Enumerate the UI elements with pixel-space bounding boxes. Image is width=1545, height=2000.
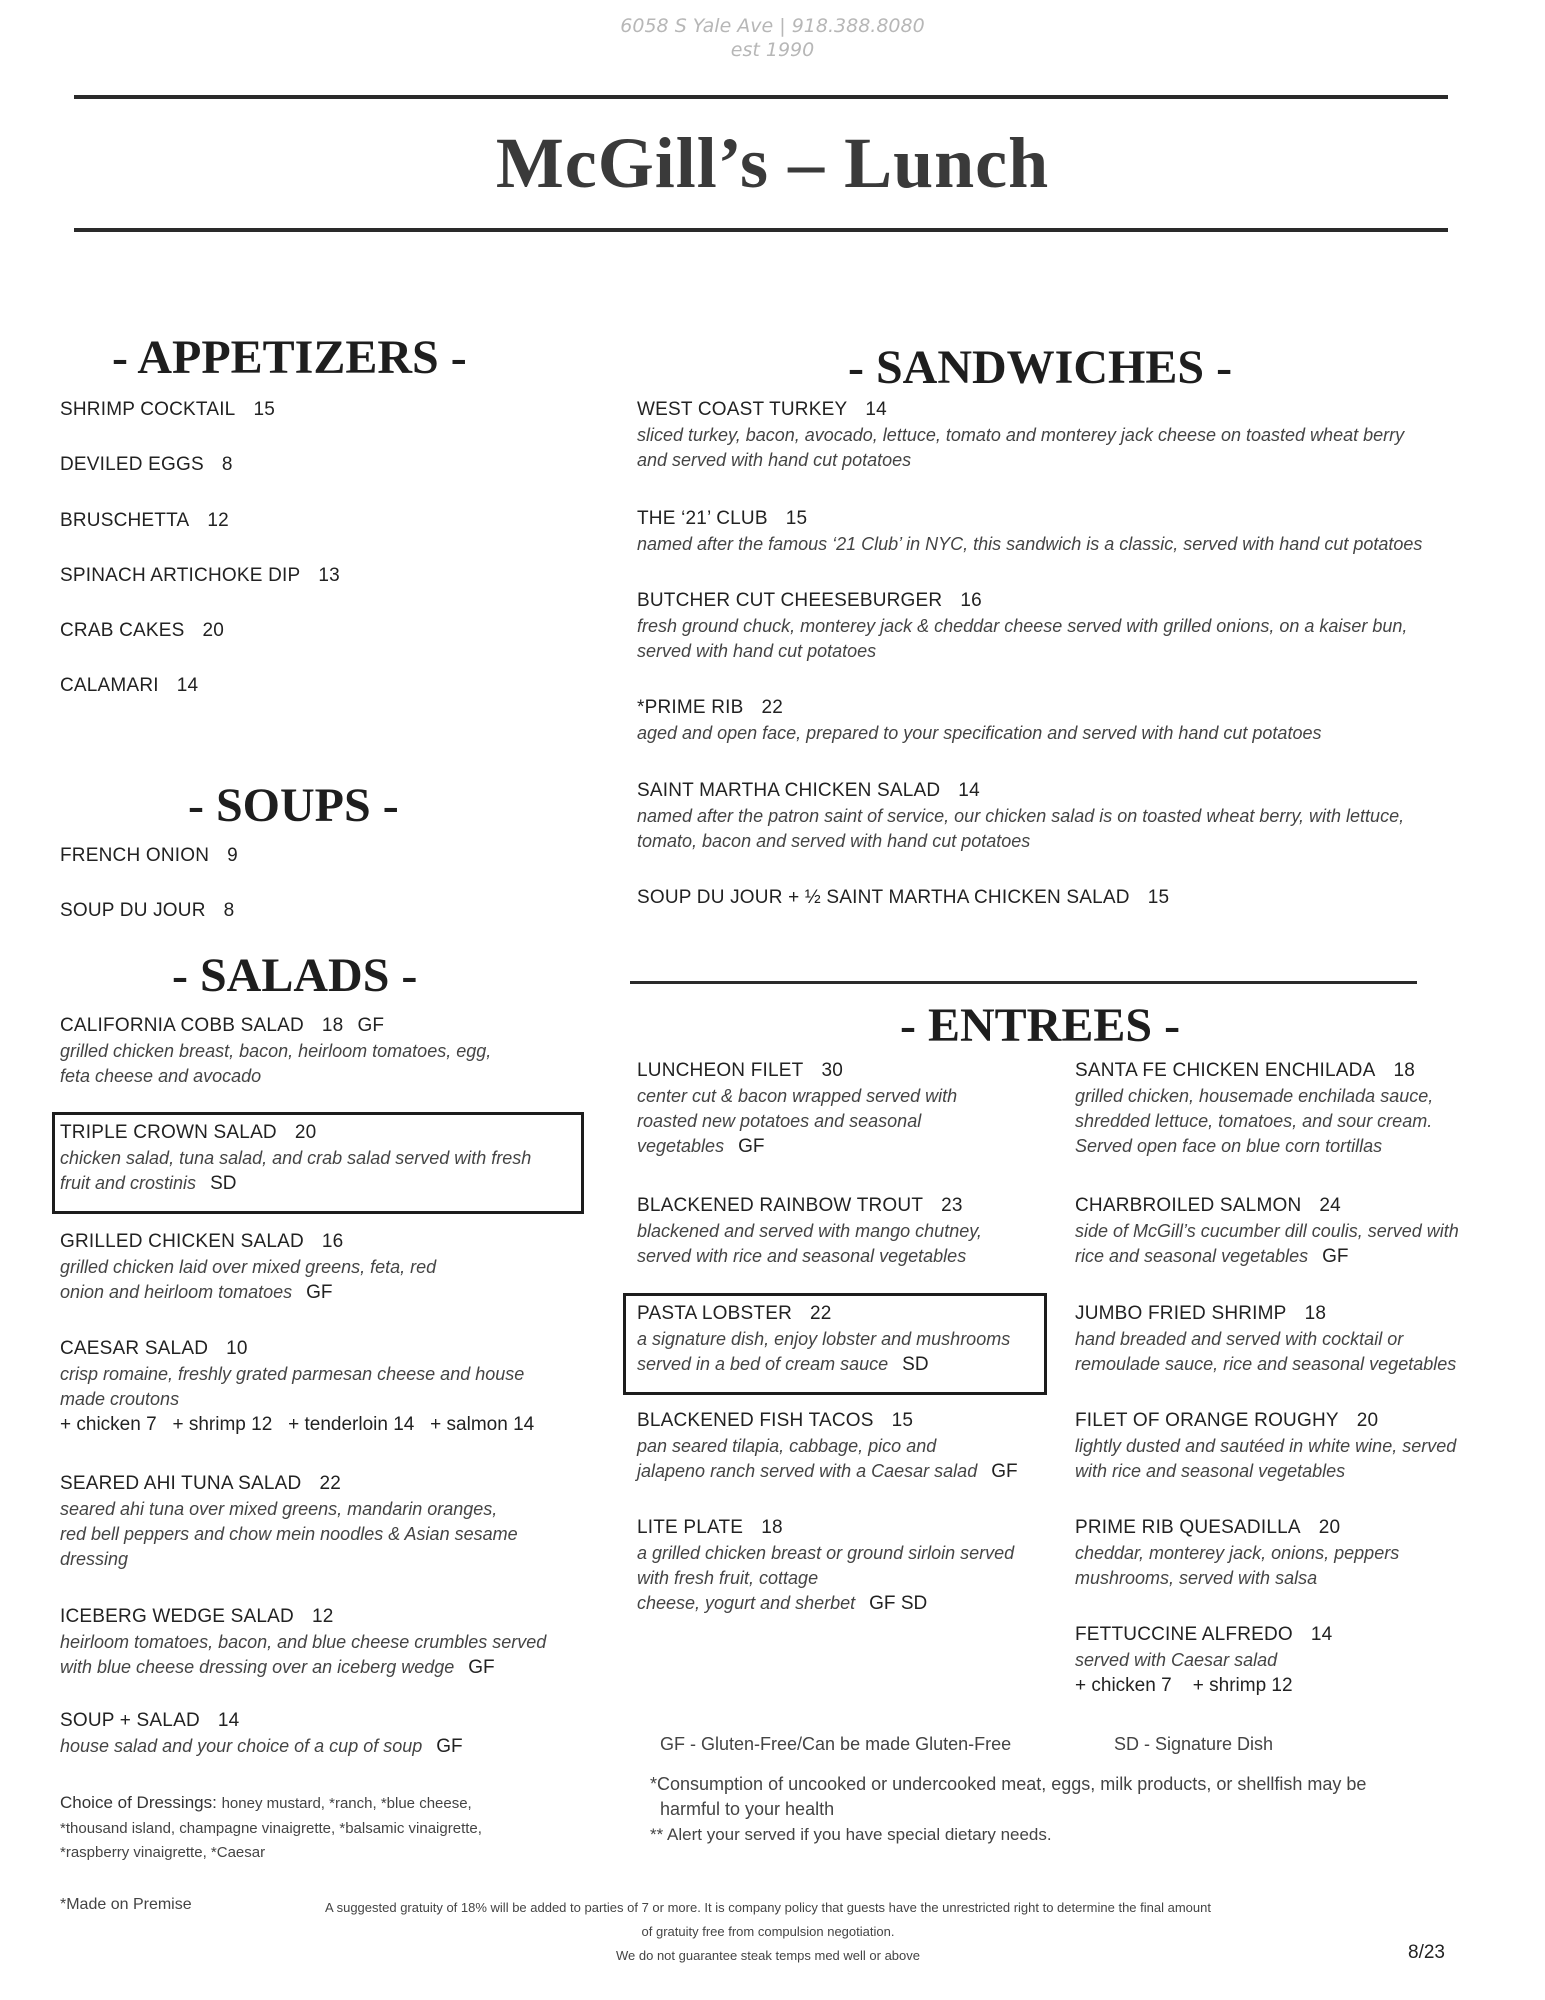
- menu-item: [60, 397, 275, 423]
- item-description: [60, 1497, 518, 1522]
- item-price: 24: [1319, 1195, 1341, 1216]
- item-description: [60, 1255, 436, 1280]
- item-name: TRIPLE CROWN SALAD: [60, 1122, 277, 1143]
- item-name: SANTA FE CHICKEN ENCHILADA: [1075, 1060, 1376, 1081]
- item-name: SOUP + SALAD: [60, 1710, 200, 1731]
- menu-item: [60, 1708, 463, 1759]
- description-text: blackened and served with mango chutney,: [637, 1221, 982, 1241]
- item-title: [60, 843, 238, 869]
- item-description: [60, 1039, 491, 1064]
- item-title: [60, 1229, 436, 1255]
- item-description: [637, 1084, 957, 1109]
- item-name: ICEBERG WEDGE SALAD: [60, 1606, 294, 1627]
- menu-item: [60, 1013, 491, 1089]
- menu-item: [60, 508, 229, 534]
- menu-item: [1075, 1301, 1456, 1377]
- item-title: [60, 898, 234, 924]
- item-tag: GF SD: [869, 1593, 928, 1614]
- item-title: [637, 397, 1404, 423]
- item-name: FRENCH ONION: [60, 845, 210, 866]
- menu-item: [60, 1604, 546, 1680]
- menu-item: [637, 778, 1404, 854]
- item-description: [1075, 1327, 1456, 1352]
- item-description: [60, 1522, 518, 1547]
- item-description: [60, 1280, 436, 1305]
- menu-item: [60, 618, 224, 644]
- soups-heading: - SOUPS -: [188, 779, 399, 832]
- menu-item: [637, 1193, 982, 1269]
- description-text: served with rice and seasonal vegetables: [637, 1246, 967, 1266]
- description-text: made croutons: [60, 1389, 180, 1409]
- item-name: GRILLED CHICKEN SALAD: [60, 1231, 304, 1252]
- description-text: cheese, yogurt and sherbet: [637, 1593, 856, 1613]
- item-description: [60, 1547, 518, 1572]
- item-description: [60, 1734, 463, 1759]
- item-name: THE ‘21’ CLUB: [637, 508, 768, 529]
- item-tag: GF: [306, 1282, 333, 1303]
- dressings-line-3: *raspberry vinaigrette, *Caesar: [60, 1844, 266, 1861]
- item-name: BRUSCHETTA: [60, 510, 190, 531]
- menu-item: [60, 898, 234, 924]
- description-text: a signature dish, enjoy lobster and mushrooms: [637, 1329, 1011, 1349]
- page-title: McGill’s – Lunch: [495, 123, 1050, 203]
- item-price: 15: [891, 1410, 914, 1431]
- item-price: 16: [321, 1231, 344, 1252]
- description-text: grilled chicken laid over mixed greens, feta, red: [60, 1257, 437, 1277]
- item-name: FILET OF ORANGE ROUGHY: [1075, 1410, 1339, 1431]
- item-price: 16: [960, 590, 982, 611]
- item-description: [637, 829, 1404, 854]
- item-price: 8: [221, 454, 233, 475]
- item-name: BLACKENED FISH TACOS: [637, 1410, 874, 1431]
- item-price: 14: [958, 780, 980, 801]
- description-text: seared ahi tuna over mixed greens, mandarin oranges,: [60, 1499, 498, 1519]
- item-price: 15: [1147, 887, 1170, 908]
- item-description: [1075, 1084, 1433, 1109]
- item-description: [1075, 1459, 1456, 1484]
- item-title: [60, 673, 198, 699]
- item-name: PRIME RIB QUESADILLA: [1075, 1517, 1301, 1538]
- menu-item: [60, 1336, 534, 1438]
- item-title: [60, 618, 224, 644]
- description-text: with rice and seasonal vegetables: [1075, 1461, 1346, 1481]
- item-price: 20: [294, 1122, 317, 1143]
- item-title: [60, 1013, 491, 1039]
- menu-item: [60, 563, 340, 589]
- item-description: [637, 1566, 1014, 1591]
- item-title: [60, 1708, 463, 1734]
- entrees-rule: [630, 981, 1417, 984]
- item-price: 18: [761, 1517, 783, 1538]
- menu-item: [60, 1471, 518, 1572]
- item-description: [637, 1352, 1010, 1377]
- item-title: [1075, 1622, 1332, 1648]
- item-description: [637, 1219, 982, 1244]
- item-title: [1075, 1408, 1456, 1434]
- item-title: [637, 1058, 957, 1084]
- header-rule-top: [74, 95, 1448, 99]
- menu-item: [637, 506, 1422, 557]
- item-price: 14: [217, 1710, 240, 1731]
- item-description: [637, 448, 1404, 473]
- description-text: cheddar, monterey jack, onions, peppers: [1075, 1543, 1400, 1563]
- menu-item: [60, 1120, 531, 1196]
- item-price: 10: [226, 1338, 248, 1359]
- item-price: 15: [253, 399, 275, 420]
- description-text: heirloom tomatoes, bacon, and blue cheese crumbles served: [60, 1632, 547, 1652]
- sandwiches-heading: - SANDWICHES -: [848, 341, 1233, 394]
- item-description: [1075, 1648, 1332, 1673]
- item-description: [1075, 1566, 1399, 1591]
- item-description: [637, 1134, 957, 1159]
- description-text: with blue cheese dressing over an iceberg wedge: [60, 1657, 455, 1677]
- item-description: [637, 614, 1407, 639]
- description-text: red bell peppers and chow mein noodles & Asian sesame: [60, 1524, 518, 1544]
- item-description: [1075, 1219, 1459, 1244]
- item-title: [637, 1301, 1010, 1327]
- item-title: [1075, 1058, 1433, 1084]
- item-price: 22: [810, 1303, 832, 1324]
- item-name: SOUP DU JOUR: [60, 900, 206, 921]
- item-tag: GF: [357, 1015, 385, 1036]
- item-description: [637, 1434, 1018, 1459]
- gratuity-line-3: We do not guarantee steak temps med well or above: [616, 1948, 920, 1963]
- menu-item: [60, 673, 198, 699]
- established: est 1990: [730, 39, 815, 61]
- item-addons: + chicken 7 + shrimp 12: [1075, 1675, 1293, 1696]
- description-text: fruit and crostinis: [60, 1173, 197, 1193]
- description-text: and served with hand cut potatoes: [637, 450, 912, 470]
- item-name: BUTCHER CUT CHEESEBURGER: [637, 590, 943, 611]
- description-text: tomato, bacon and served with hand cut potatoes: [637, 831, 1031, 851]
- item-title: [60, 1471, 518, 1497]
- item-description: [637, 423, 1404, 448]
- item-price: 22: [761, 697, 784, 718]
- menu-item: [637, 1301, 1010, 1377]
- item-tag: GF: [468, 1657, 495, 1678]
- gratuity-line-2: of gratuity free from compulsion negotiation.: [641, 1924, 895, 1939]
- description-text: served in a bed of cream sauce: [637, 1354, 889, 1374]
- description-text: hand breaded and served with cocktail or: [1075, 1329, 1404, 1349]
- item-name: SAINT MARTHA CHICKEN SALAD: [637, 780, 941, 801]
- item-description: [637, 532, 1422, 557]
- item-price: 12: [311, 1606, 334, 1627]
- item-title: [1075, 1301, 1456, 1327]
- item-title: [60, 1604, 546, 1630]
- description-text: grilled chicken, housemade enchilada sauce,: [1075, 1086, 1434, 1106]
- description-text: pan seared tilapia, cabbage, pico and: [637, 1436, 937, 1456]
- item-price: 14: [1310, 1624, 1333, 1645]
- description-text: center cut & bacon wrapped served with: [637, 1086, 958, 1106]
- item-title: [60, 1336, 534, 1362]
- item-name: BLACKENED RAINBOW TROUT: [637, 1195, 924, 1216]
- item-name: CAESAR SALAD: [60, 1338, 209, 1359]
- item-name: JUMBO FRIED SHRIMP: [1075, 1303, 1287, 1324]
- item-description: [637, 639, 1407, 664]
- item-title: [60, 563, 340, 589]
- menu-item: [60, 843, 238, 869]
- item-tag: SD: [902, 1354, 929, 1375]
- description-text: side of McGill’s cucumber dill coulis, served with: [1075, 1221, 1459, 1241]
- item-name: *PRIME RIB: [637, 697, 744, 718]
- item-description: [637, 1327, 1010, 1352]
- item-title: [60, 1120, 531, 1146]
- description-text: grilled chicken breast, bacon, heirloom tomatoes, egg,: [60, 1041, 492, 1061]
- salads-heading: - SALADS -: [172, 949, 418, 1002]
- description-text: sliced turkey, bacon, avocado, lettuce, tomato and monterey jack cheese on toasted wheat berry: [637, 425, 1405, 445]
- description-text: fresh ground chuck, monterey jack & cheddar cheese served with grilled onions, on a kaiser bun,: [637, 616, 1408, 636]
- item-name: PASTA LOBSTER: [637, 1303, 792, 1324]
- item-description: [1075, 1541, 1399, 1566]
- item-title: [637, 1408, 1018, 1434]
- dietary-alert: ** Alert your served if you have special dietary needs.: [650, 1825, 1052, 1844]
- item-price: 20: [202, 620, 225, 641]
- menu-item: [1075, 1408, 1456, 1484]
- item-title: [60, 508, 229, 534]
- menu-item: [637, 885, 1169, 911]
- description-text: named after the famous ‘21 Club’ in NYC, this sandwich is a classic, served with hand cut potatoes: [637, 534, 1423, 554]
- menu-item: [637, 1515, 1014, 1616]
- item-price: 14: [865, 399, 887, 420]
- item-description: [60, 1171, 531, 1196]
- item-name: SHRIMP COCKTAIL: [60, 399, 236, 420]
- item-description: [60, 1655, 546, 1680]
- consumption-warning: [650, 1772, 1366, 1847]
- item-name: LITE PLATE: [637, 1517, 744, 1538]
- description-text: a grilled chicken breast or ground sirloin served: [637, 1543, 1015, 1563]
- menu-date: 8/23: [1408, 1942, 1445, 1963]
- item-description: [60, 1064, 491, 1089]
- item-name: WEST COAST TURKEY: [637, 399, 848, 420]
- item-price: 22: [319, 1473, 341, 1494]
- description-text: Served open face on blue corn tortillas: [1075, 1136, 1383, 1156]
- item-description: [637, 1541, 1014, 1566]
- description-text: dressing: [60, 1549, 129, 1569]
- menu-item: [1075, 1058, 1433, 1159]
- item-title: [60, 397, 275, 423]
- item-tag: GF: [436, 1736, 463, 1757]
- item-price: 18: [1304, 1303, 1327, 1324]
- item-name: LUNCHEON FILET: [637, 1060, 804, 1081]
- item-name: CALIFORNIA COBB SALAD: [60, 1015, 304, 1036]
- item-description: [637, 1459, 1018, 1484]
- item-title: [60, 452, 233, 478]
- description-text: vegetables: [637, 1136, 725, 1156]
- description-text: onion and heirloom tomatoes: [60, 1282, 293, 1302]
- description-text: mushrooms, served with salsa: [1075, 1568, 1318, 1588]
- item-description: [637, 1109, 957, 1134]
- menu-item: [60, 452, 233, 478]
- item-title: [637, 1515, 1014, 1541]
- item-title: [637, 695, 1321, 721]
- description-text: chicken salad, tuna salad, and crab salad served with fresh: [60, 1148, 532, 1168]
- item-tag: GF: [1322, 1246, 1349, 1267]
- gf-legend: GF - Gluten-Free/Can be made Gluten-Free: [660, 1734, 1012, 1754]
- description-text: served with Caesar salad: [1075, 1650, 1278, 1670]
- item-price: 30: [821, 1060, 843, 1081]
- item-name: CALAMARI: [60, 675, 159, 696]
- item-title: [637, 506, 1422, 532]
- menu-item: [637, 397, 1404, 473]
- item-name: SEARED AHI TUNA SALAD: [60, 1473, 302, 1494]
- item-description: [1075, 1134, 1433, 1159]
- menu-item: [637, 1408, 1018, 1484]
- entrees-heading: - ENTREES -: [900, 999, 1181, 1052]
- gratuity-line-1: A suggested gratuity of 18% will be added to parties of 7 or more. It is company policy that guests have the unrestricted right to determine the final amount: [325, 1900, 1211, 1915]
- item-title: [637, 885, 1169, 911]
- item-name: FETTUCCINE ALFREDO: [1075, 1624, 1293, 1645]
- gratuity-policy: [248, 1896, 1288, 1968]
- description-text: house salad and your choice of a cup of soup: [60, 1736, 423, 1756]
- item-price: 18: [1393, 1060, 1416, 1081]
- description-text: roasted new potatoes and seasonal: [637, 1111, 922, 1131]
- item-name: CRAB CAKES: [60, 620, 185, 641]
- description-text: with fresh fruit, cottage: [637, 1568, 819, 1588]
- item-title: [1075, 1515, 1399, 1541]
- appetizers-heading: - APPETIZERS -: [112, 331, 467, 384]
- dressings-line-2: *thousand island, champagne vinaigrette, *balsamic vinaigrette,: [60, 1820, 482, 1837]
- description-text: jalapeno ranch served with a Caesar salad: [637, 1461, 978, 1481]
- item-description: [637, 1591, 1014, 1616]
- dressings-block: [60, 1790, 482, 1865]
- made-on-premise: *Made on Premise: [60, 1896, 192, 1913]
- item-name: DEVILED EGGS: [60, 454, 204, 475]
- dressings-line-1: honey mustard, *ranch, *blue cheese,: [221, 1795, 472, 1812]
- item-description: [637, 721, 1321, 746]
- item-name: SPINACH ARTICHOKE DIP: [60, 565, 301, 586]
- item-name: SOUP DU JOUR + ½ SAINT MARTHA CHICKEN SALAD: [637, 887, 1130, 908]
- item-title: [637, 588, 1407, 614]
- item-description: [1075, 1109, 1433, 1134]
- item-description: [60, 1630, 546, 1655]
- menu-item: [1075, 1193, 1459, 1269]
- item-title: [1075, 1193, 1459, 1219]
- item-addons: + chicken 7 + shrimp 12 + tenderloin 14 + salmon 14: [60, 1414, 535, 1435]
- item-price: 9: [227, 845, 238, 866]
- item-price: 8: [223, 900, 235, 921]
- description-text: crisp romaine, freshly grated parmesan cheese and house: [60, 1364, 525, 1384]
- description-text: rice and seasonal vegetables: [1075, 1246, 1309, 1266]
- menu-item: [60, 1229, 436, 1305]
- item-tag: SD: [210, 1173, 237, 1194]
- description-text: remoulade sauce, rice and seasonal vegetables: [1075, 1354, 1457, 1374]
- item-description: [1075, 1352, 1456, 1377]
- header-rule-bottom: [74, 228, 1448, 232]
- item-description: [60, 1146, 531, 1171]
- menu-item: [637, 588, 1407, 664]
- description-text: feta cheese and avocado: [60, 1066, 262, 1086]
- item-title: [637, 1193, 982, 1219]
- menu-item: [637, 695, 1321, 746]
- item-description: [1075, 1434, 1456, 1459]
- description-text: shredded lettuce, tomatoes, and sour cream.: [1075, 1111, 1433, 1131]
- description-text: aged and open face, prepared to your specification and served with hand cut potatoes: [637, 723, 1322, 743]
- item-description: [1075, 1244, 1459, 1269]
- consumption-line-1: *Consumption of uncooked or undercooked meat, eggs, milk products, or shellfish may be: [650, 1774, 1367, 1794]
- item-price: 23: [941, 1195, 963, 1216]
- item-description: [637, 1244, 982, 1269]
- address-block: [0, 14, 1545, 62]
- item-price: 12: [207, 510, 229, 531]
- item-price: 15: [785, 508, 808, 529]
- sd-legend: SD - Signature Dish: [1114, 1734, 1274, 1754]
- item-description: [637, 804, 1404, 829]
- description-text: served with hand cut potatoes: [637, 641, 877, 661]
- item-price: 14: [176, 675, 199, 696]
- item-title: [637, 778, 1404, 804]
- dressings-label: Choice of Dressings:: [60, 1793, 217, 1812]
- item-price: 18: [321, 1015, 344, 1036]
- menu-item: [637, 1058, 957, 1159]
- item-price: 20: [1356, 1410, 1379, 1431]
- item-name: CHARBROILED SALMON: [1075, 1195, 1302, 1216]
- menu-item: [1075, 1515, 1399, 1591]
- address: 6058 S Yale Ave | 918.388.8080: [620, 15, 925, 37]
- item-price: 13: [318, 565, 340, 586]
- item-price: 20: [1318, 1517, 1341, 1538]
- item-description: [60, 1387, 534, 1412]
- consumption-line-2: harmful to your health: [660, 1799, 835, 1819]
- item-tag: GF: [738, 1136, 765, 1157]
- menu-item: [1075, 1622, 1332, 1699]
- description-text: named after the patron saint of service, our chicken salad is on toasted wheat berry, with lettuce,: [637, 806, 1405, 826]
- description-text: lightly dusted and sautéed in white wine, served: [1075, 1436, 1457, 1456]
- item-description: [60, 1362, 534, 1387]
- item-tag: GF: [991, 1461, 1018, 1482]
